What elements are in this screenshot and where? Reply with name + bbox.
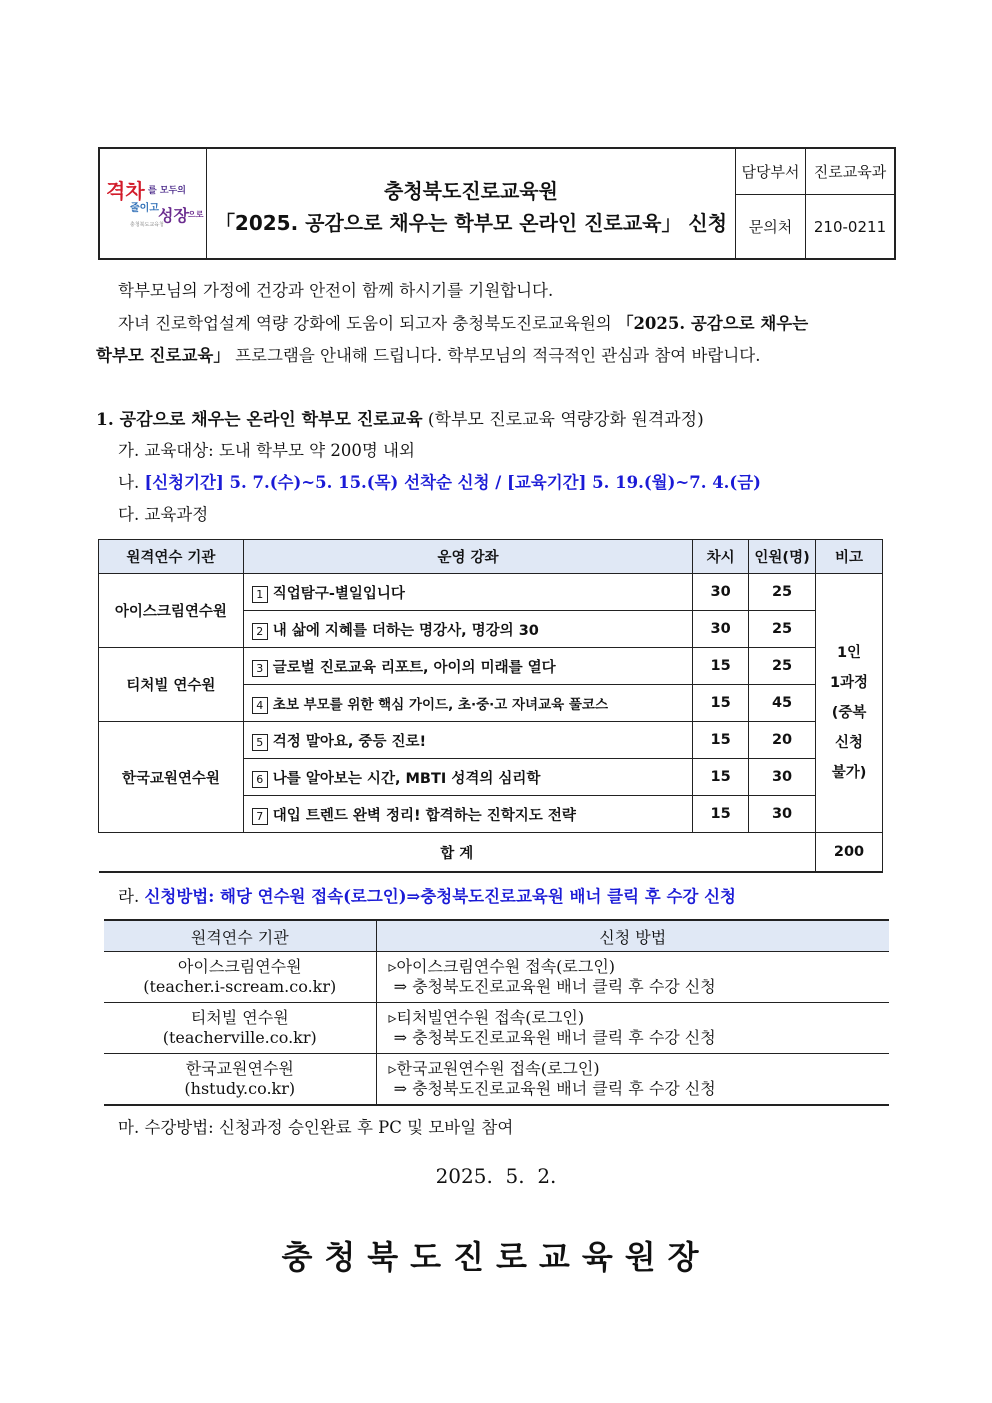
- courses-table-header: [99, 540, 883, 574]
- intro-line-3-text: 프로그램을 안내해 드립니다. 학부모님의 적극적인 관심과 참여 바랍니다.: [229, 346, 761, 365]
- course-title: 초보 부모를 위한 핵심 가이드, 초·중·고 자녀교육 풀코스: [272, 696, 608, 713]
- course-number: 4: [252, 697, 268, 714]
- contact-label: 문의처: [736, 195, 806, 258]
- institution-name: 한국교원연수원: [185, 1059, 294, 1078]
- section-1-title-bold: 1. 공감으로 채우는 온라인 학부모 진로교육: [96, 410, 423, 430]
- method-step-2: ⇒ 충청북도진로교육원 배너 클릭 후 수강 신청: [393, 1028, 716, 1047]
- course-cell: [243, 722, 692, 759]
- document-title: [207, 149, 736, 258]
- people-cell: 20: [749, 722, 816, 759]
- note-line: (중복: [831, 704, 867, 721]
- institution-url: (teacher.i-scream.co.kr): [143, 977, 337, 996]
- title-line-1: 충청북도진로교육원: [384, 179, 558, 203]
- course-cell: [243, 611, 692, 648]
- note-cell: [816, 574, 883, 833]
- course-cell: [243, 759, 692, 796]
- col-note: 비고: [816, 540, 883, 574]
- course-number: 2: [252, 623, 268, 640]
- course-cell: [243, 574, 692, 611]
- table-row: [104, 1003, 889, 1054]
- apply-table-header: [104, 920, 889, 952]
- education-office-logo: [100, 149, 207, 258]
- col-institution: 원격연수 기관: [99, 540, 244, 574]
- people-cell: 25: [749, 611, 816, 648]
- intro-line-3: [96, 342, 760, 366]
- apply-table: [104, 919, 889, 1106]
- intro-line-2: [118, 310, 808, 334]
- apply-method-prefix: 라.: [118, 887, 145, 906]
- course-title: 직업탐구-별일입니다: [272, 585, 405, 602]
- institution-cell: [104, 1054, 376, 1106]
- people-cell: 30: [749, 796, 816, 833]
- table-row: [99, 574, 883, 611]
- attendance-method: 마. 수강방법: 신청과정 승인완료 후 PC 및 모바일 참여: [118, 1118, 514, 1137]
- method-step-1: ▹아이스크림연수원 접속(로그인): [388, 957, 616, 976]
- contact-value: 210-0211: [813, 217, 887, 236]
- dept-value: 진로교육과: [806, 149, 894, 195]
- method-step-2: ⇒ 충청북도진로교육원 배너 클릭 후 수강 신청: [393, 977, 716, 996]
- course-cell: [243, 648, 692, 685]
- intro-line-2-text: 자녀 진로학업설계 역량 강화에 도움이 되고자 충청북도진로교육원의: [118, 314, 617, 333]
- course-cell: [243, 685, 692, 722]
- total-value: 200: [816, 833, 883, 873]
- table-row: [99, 648, 883, 685]
- table-row: [104, 1054, 889, 1106]
- course-title: 글로벌 진로교육 리포트, 아이의 미래를 열다: [272, 659, 556, 676]
- method-cell: [376, 952, 889, 1003]
- sessions-cell: 15: [693, 759, 749, 796]
- people-cell: 25: [749, 574, 816, 611]
- col-course: 운영 강좌: [243, 540, 692, 574]
- institution-url: (teacherville.co.kr): [162, 1028, 317, 1047]
- col-sessions: 차시: [693, 540, 749, 574]
- institution-cell: [104, 952, 376, 1003]
- note-line: 1인: [836, 644, 862, 661]
- note-line: 불가): [831, 764, 867, 781]
- col-people: 인원(명): [749, 540, 816, 574]
- institution-cell: 한국교원연수원: [99, 722, 244, 833]
- logo-text-org: 충청북도교육청: [130, 222, 164, 228]
- course-number: 7: [252, 808, 268, 825]
- people-cell: 45: [749, 685, 816, 722]
- document-header: [98, 147, 896, 260]
- sessions-cell: 15: [693, 685, 749, 722]
- target-audience: 가. 교육대상: 도내 학부모 약 200명 내외: [118, 441, 415, 460]
- sessions-cell: 15: [693, 796, 749, 833]
- method-step-1: ▹티처빌연수원 접속(로그인): [388, 1008, 585, 1027]
- logo-text-reduce: 줄이고: [130, 203, 159, 214]
- method-cell: [376, 1003, 889, 1054]
- dept-label: 담당부서: [736, 149, 806, 195]
- course-title: 내 삶에 지혜를 더하는 명강사, 명강의 30: [272, 622, 539, 639]
- institution-cell: 티처빌 연수원: [99, 648, 244, 722]
- program-name-part2: 학부모 진로교육」: [96, 346, 230, 365]
- course-number: 3: [252, 660, 268, 677]
- course-number: 1: [252, 586, 268, 603]
- people-cell: 25: [749, 648, 816, 685]
- col-institution: 원격연수 기관: [104, 920, 376, 952]
- period-line: [118, 469, 761, 493]
- institution-name: 아이스크림연수원: [177, 957, 302, 976]
- apply-method-line: [118, 883, 736, 907]
- section-1-title: [96, 405, 704, 430]
- method-step-1: ▹한국교원연수원 접속(로그인): [388, 1059, 600, 1078]
- logo-text-growth: 성장: [158, 206, 189, 225]
- course-title: 대입 트렌드 완벽 정리! 합격하는 진학지도 전략: [272, 807, 576, 824]
- total-label: 합 계: [99, 833, 816, 873]
- institution-url: (hstudy.co.kr): [184, 1079, 296, 1098]
- institution-cell: [104, 1003, 376, 1054]
- issuer-signature: 충청북도진로교육원장: [281, 1238, 711, 1276]
- apply-method-text: 신청방법: 해당 연수원 접속(로그인)⇒충청북도진로교육원 배너 클릭 후 수강 신청: [144, 887, 736, 906]
- col-method: 신청 방법: [376, 920, 889, 952]
- courses-table: [98, 539, 883, 873]
- period-prefix: 나.: [118, 473, 145, 492]
- sessions-cell: 30: [693, 611, 749, 648]
- period-text: [신청기간] 5. 7.(수)~5. 15.(목) 선착순 신청 / [교육기간] 5. 19.(월)~7. 4.(금): [144, 473, 761, 492]
- course-title: 나를 알아보는 시간, MBTI 성격의 심리학: [272, 770, 541, 787]
- logo-text-with: 으로: [188, 210, 204, 219]
- program-name-part1: 「2025. 공감으로 채우는: [616, 314, 809, 333]
- course-number: 6: [252, 771, 268, 788]
- table-row: [99, 722, 883, 759]
- sessions-cell: 15: [693, 648, 749, 685]
- course-cell: [243, 796, 692, 833]
- table-row: [104, 952, 889, 1003]
- note-line: 1과정: [829, 674, 869, 691]
- people-cell: 30: [749, 759, 816, 796]
- note-line: 신청: [835, 734, 864, 751]
- course-title: 걱정 말아요, 중등 진로!: [272, 733, 427, 750]
- sessions-cell: 30: [693, 574, 749, 611]
- document-date: 2025. 5. 2.: [435, 1164, 557, 1188]
- total-row: [99, 833, 883, 873]
- logo-text-everyone: 를 모두의: [148, 186, 186, 196]
- course-number: 5: [252, 734, 268, 751]
- sessions-cell: 15: [693, 722, 749, 759]
- logo-text-gap: 격차: [106, 179, 145, 203]
- section-1-title-sub: (학부모 진로교육 역량강화 원격과정): [422, 410, 704, 430]
- curriculum-label: 다. 교육과정: [118, 505, 209, 524]
- method-step-2: ⇒ 충청북도진로교육원 배너 클릭 후 수강 신청: [393, 1079, 716, 1098]
- institution-cell: 아이스크림연수원: [99, 574, 244, 648]
- institution-name: 티처빌 연수원: [190, 1008, 289, 1027]
- title-line-2: 「2025. 공감으로 채우는 학부모 온라인 진로교육」 신청: [214, 211, 728, 235]
- method-cell: [376, 1054, 889, 1106]
- intro-line-1: 학부모님의 가정에 건강과 안전이 함께 하시기를 기원합니다.: [118, 281, 554, 300]
